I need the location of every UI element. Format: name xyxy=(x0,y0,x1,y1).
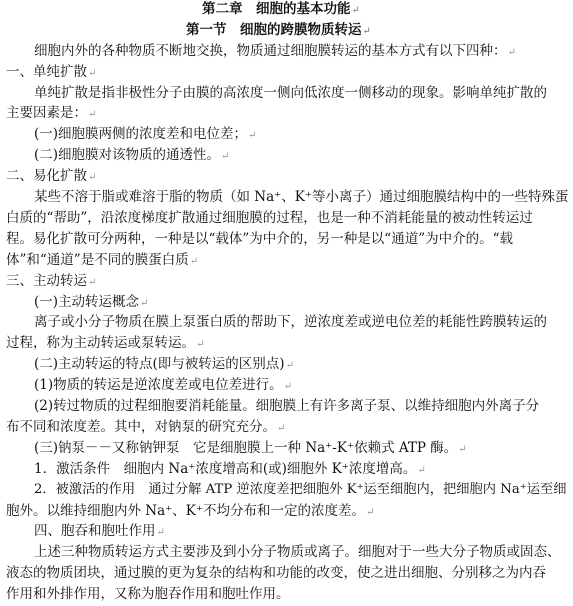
heading-simple-diffusion xyxy=(6,63,96,83)
paragraph-text: 作用和外排作用，又称为胞吞作用和胞吐作用。 xyxy=(6,586,290,602)
paragraph-line xyxy=(6,334,204,354)
paragraph-mark: ↵ xyxy=(88,109,97,120)
heading-active-transport xyxy=(6,272,96,292)
paragraph-text: 液态的物质团块，通过膜的更为复杂的结构和功能的改变，使之进出细胞、分别移之为内吞 xyxy=(6,565,546,581)
list-item xyxy=(34,397,539,415)
list-item-text: 1．激活条件 细胞内 Na⁺浓度增高和(或)细胞外 K⁺浓度增高。 xyxy=(34,461,417,477)
subheading-text: (三)钠泵－－又称钠钾泵 它是细胞膜上一种 Na⁺-K⁺依赖式 ATP 酶。 xyxy=(34,440,458,456)
heading-text: 二、易化扩散 xyxy=(6,168,87,184)
paragraph-line xyxy=(34,543,561,561)
paragraph-text: 某些不溶于脂或难溶于脂的物质（如 Na⁺、K⁺等小离子）通过细胞膜结构中的一些特殊蛋 xyxy=(34,189,569,205)
paragraph-mark: ↵ xyxy=(507,47,516,58)
paragraph-line-overflow xyxy=(6,585,290,603)
list-item-text: (2)转过物质的过程细胞要消耗能量。细胞膜上有许多离子泵、以维持细胞内外离子分 xyxy=(34,398,540,414)
section-title-text: 第一节 细胞的跨膜物质转运 xyxy=(186,22,362,38)
paragraph-line xyxy=(6,209,533,227)
paragraph-mark: ↵ xyxy=(140,298,149,309)
paragraph-mark: ↵ xyxy=(417,465,426,476)
chapter-title xyxy=(202,0,360,20)
paragraph-text: 程。易化扩散可分两种，一种是以“载体”为中介的，另一种是以“通道”为中介的。“载 xyxy=(6,231,514,247)
paragraph-mark: ↵ xyxy=(156,527,165,538)
subheading-text: (二)主动转运的特点(即与被转运的区别点) xyxy=(34,356,285,372)
chapter-title-text: 第二章 细胞的基本功能 xyxy=(202,1,351,17)
paragraph-mark: ↵ xyxy=(458,444,467,455)
heading-facilitated-diffusion xyxy=(6,167,96,187)
subheading xyxy=(34,355,294,375)
heading-text: 一、单纯扩散 xyxy=(6,64,87,80)
paragraph-mark: ↵ xyxy=(221,151,230,162)
subheading-text: (一)主动转运概念 xyxy=(34,294,140,310)
paragraph-text: 过程，称为主动转运或泵转运。 xyxy=(6,335,195,351)
paragraph-line xyxy=(6,230,513,248)
list-item-text: (二)细胞膜对该物质的通透性。 xyxy=(34,147,221,163)
paragraph-mark: ↵ xyxy=(248,130,257,141)
intro-paragraph xyxy=(34,42,516,62)
list-item xyxy=(34,460,426,480)
subheading xyxy=(34,293,148,313)
paragraph-mark: ↵ xyxy=(351,5,360,16)
paragraph-text: 单纯扩散是指非极性分子由膜的高浓度一侧向低浓度一侧移动的现象。影响单纯扩散的 xyxy=(34,85,547,101)
paragraph-text: 体”和“通道”是不同的膜蛋白质 xyxy=(6,252,189,268)
paragraph-mark: ↵ xyxy=(366,507,375,518)
paragraph-line xyxy=(34,313,547,331)
paragraph-text: 离子或小分子物质在膜上泵蛋白质的帮助下，逆浓度差或逆电位差的耗能性跨膜转运的 xyxy=(34,314,547,330)
paragraph-text: 上述三种物质转运方式主要涉及到小分子物质或离子。细胞对于一些大分子物质或固态、 xyxy=(34,544,561,560)
paragraph-line xyxy=(6,251,198,271)
paragraph-mark: ↵ xyxy=(189,256,199,267)
list-item-text: (1)物质的转运是逆浓度差或电位差进行。 xyxy=(34,377,283,393)
paragraph-mark: ↵ xyxy=(277,423,286,434)
list-item-text: 2．被激活的作用 通过分解 ATP 逆浓度差把细胞外 K⁺运至细胞内，把细胞内 Na⁺运至细 xyxy=(34,482,567,497)
heading-text: 三、主动转运 xyxy=(6,273,87,289)
subheading xyxy=(34,439,467,459)
paragraph-mark: ↵ xyxy=(362,26,371,37)
paragraph-text: 布不同和浓度差。其中，对钠泵的研究充分。 xyxy=(6,419,276,435)
paragraph-text: 白质的“帮助”，沿浓度梯度扩散通过细胞膜的过程，也是一种不消耗能量的被动性转运过 xyxy=(6,210,533,226)
paragraph-line xyxy=(6,502,374,522)
paragraph-line xyxy=(34,188,569,206)
list-item xyxy=(34,146,229,166)
paragraph-mark: ↵ xyxy=(196,339,205,350)
paragraph-line xyxy=(6,564,546,582)
paragraph-text: 主要因素是： xyxy=(6,105,87,121)
heading-endocytosis-exocytosis xyxy=(34,522,165,542)
paragraph-line xyxy=(6,418,285,438)
list-item xyxy=(34,481,567,499)
paragraph-mark: ↵ xyxy=(88,172,97,183)
list-item xyxy=(34,376,292,396)
paragraph-mark: ↵ xyxy=(88,277,97,288)
paragraph-text: 胞外。以维持细胞内外 Na⁺、K⁺不均分布和一定的浓度差。 xyxy=(6,503,365,519)
heading-text: 四、胞吞和胞吐作用 xyxy=(34,523,156,539)
intro-text: 细胞内外的各种物质不断地交换，物质通过细胞膜转运的基本方式有以下四种： xyxy=(34,43,507,59)
paragraph-mark: ↵ xyxy=(285,360,294,371)
list-item-text: (一)细胞膜两侧的浓度差和电位差； xyxy=(34,126,248,142)
paragraph-mark: ↵ xyxy=(283,381,293,392)
section-title xyxy=(186,21,371,41)
list-item xyxy=(34,125,256,145)
paragraph-line xyxy=(34,84,547,102)
paragraph-line xyxy=(6,104,96,124)
paragraph-mark: ↵ xyxy=(88,68,97,79)
